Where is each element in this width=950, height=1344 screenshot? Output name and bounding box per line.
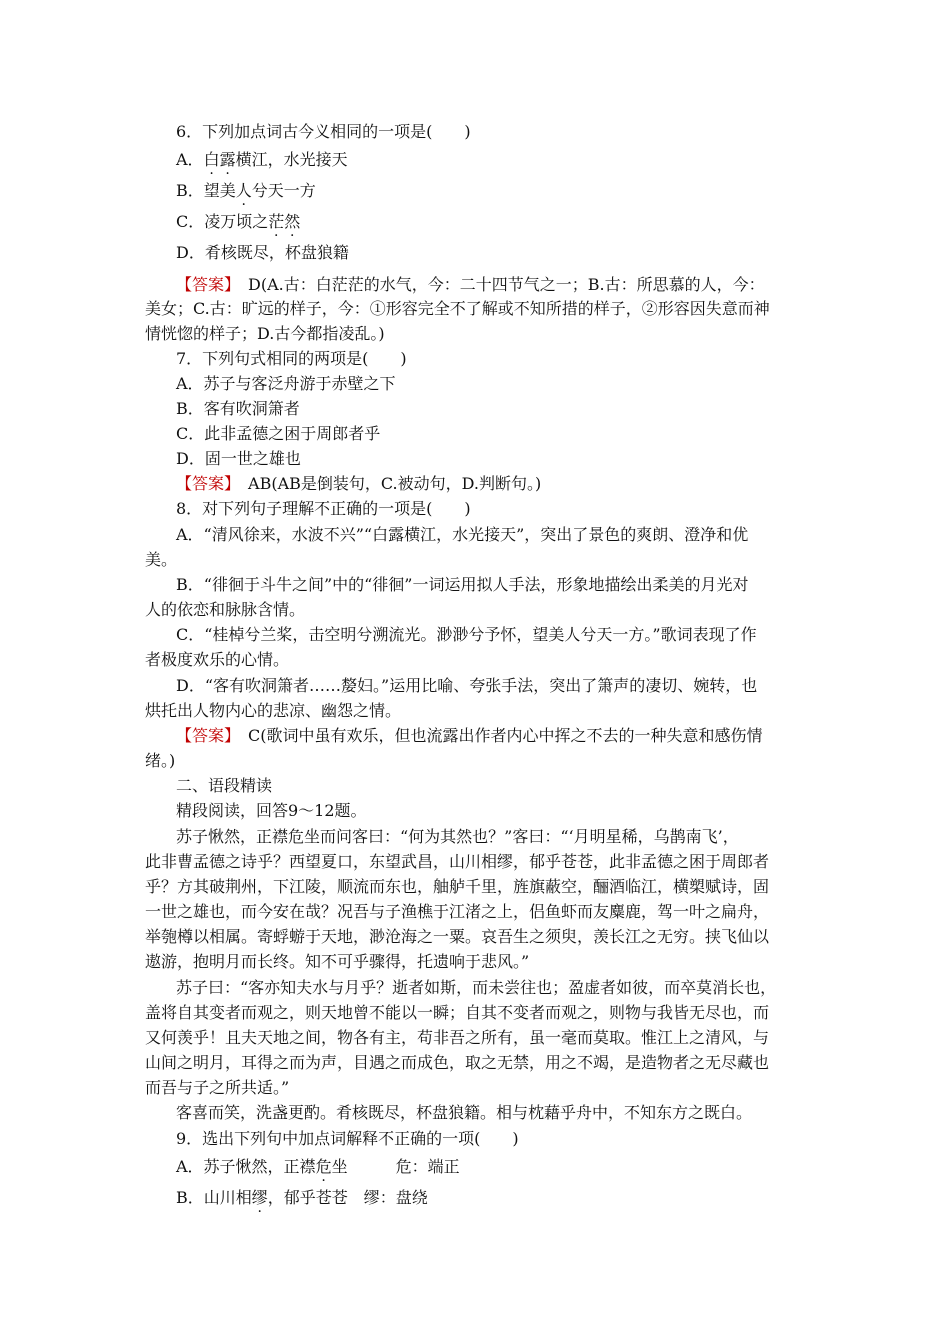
q8-option-a-line-1: A．“清风徐来，水波不兴”“白露横江，水光接天”，突出了景色的爽朗、澄净和优 [176,525,749,544]
q6-c-dotted-1: 茫 [268,212,285,231]
answer-tag: 【答案】 [176,726,233,745]
q6-stem: 6．下列加点词古今义相同的一项是( ) [176,122,471,141]
q6-answer [176,275,856,295]
q9-b-pre: B．山川相 [176,1188,252,1207]
q6-a-dotted-1: 白 [203,150,220,169]
q7-answer-text: AB(AB是倒装句，C.被动句，D.判断句。) [232,474,542,493]
passage-p3: 客喜而笑，洗盏更酌。肴核既尽，杯盘狼籍。相与枕藉乎舟中，不知东方之既白。 [176,1103,753,1122]
q6-c-dotted-2: 然 [284,212,301,231]
q6-option-b [176,181,856,201]
q9-a-dotted: 危 [315,1157,332,1176]
q6-option-d: D．肴核既尽，杯盘狼籍 [176,243,349,262]
q9-a-post: 坐 危：端正 [331,1157,460,1176]
q6-b-dotted: 人 [235,181,252,200]
section-heading: 二、语段精读 [176,776,273,795]
q9-option-b [176,1188,856,1208]
passage-p1-line-2: 此非曹孟德之诗乎？西望夏口，东望武昌，山川相缪，郁乎苍苍，此非孟德之困于周郎者 [145,852,770,871]
q6-option-a [176,150,856,170]
section-intro: 精段阅读，回答9～12题。 [176,801,367,820]
q6-option-c [176,212,856,232]
q7-option-a: A．苏子与客泛舟游于赤壁之下 [176,374,396,393]
q6-c-pre: C．凌万顷之 [176,212,269,231]
answer-tag: 【答案】 [176,275,233,294]
q9-option-a [176,1157,856,1177]
passage-p1-line-5: 举匏樽以相属。寄蜉蝣于天地，渺沧海之一粟。哀吾生之须臾，羡长江之无穷。挟飞仙以 [145,927,770,946]
q8-option-d-line-2: 烘托出人物内心的悲凉、幽怨之情。 [145,701,402,720]
q8-option-d-line-1: D．“客有吹洞箫者……嫠妇。”运用比喻、夸张手法，突出了箫声的凄切、婉转，也 [176,676,758,695]
passage-p1-line-4: 一世之雄也，而今安在哉？况吾与子渔樵于江渚之上，侣鱼虾而友麋鹿，驾一叶之扁舟， [145,902,770,921]
q8-stem: 8．对下列句子理解不正确的一项是( ) [176,499,471,518]
q7-stem: 7．下列句式相同的两项是( ) [176,349,407,368]
q8-option-b-line-1: B．“徘徊于斗牛之间”中的“徘徊”一词运用拟人手法，形象地描绘出柔美的月光对 [176,575,749,594]
passage-p2-line-5: 而吾与子之所共适。” [145,1078,290,1097]
q7-option-d: D．固一世之雄也 [176,449,301,468]
passage-p1-line-1: 苏子愀然，正襟危坐而问客曰：“何为其然也？”客曰：“‘月明星稀，乌鹊南飞’， [176,827,739,846]
q6-answer-line-1: D(A.古：白茫茫的水气，今：二十四节气之一；B.古：所思慕的人，今： [232,275,765,294]
q6-b-post: 兮天一方 [251,181,316,200]
q9-b-dotted: 缪 [251,1188,268,1207]
q8-option-c-line-2: 者极度欢乐的心情。 [145,650,290,669]
q6-answer-line-3: 情恍惚的样子；D.古今都指凌乱。) [145,324,385,343]
q7-option-b: B．客有吹洞箫者 [176,399,300,418]
q6-b-pre: B．望美 [176,181,236,200]
q8-option-a-line-2: 美。 [145,550,178,569]
q6-a-dotted-2: 露 [219,150,236,169]
q6-a-post: 横江，水光接天 [235,150,348,169]
passage-p2-line-2: 盖将自其变者而观之，则天地曾不能以一瞬；自其不变者而观之，则物与我皆无尽也，而 [145,1003,770,1022]
q7-option-c: C．此非孟德之困于周郎者乎 [176,424,381,443]
q9-b-post: ，郁乎苍苍 缪：盘绕 [267,1188,428,1207]
q9-a-pre: A．苏子愀然，正襟 [176,1157,316,1176]
passage-p2-line-3: 又何羡乎！且夫天地之间，物各有主，苟非吾之所有，虽一毫而莫取。惟江上之清风，与 [145,1028,770,1047]
q8-option-b-line-2: 人的依恋和脉脉含情。 [145,600,306,619]
passage-p1-line-6: 遨游，抱明月而长终。知不可乎骤得，托遗响于悲风。” [145,952,530,971]
answer-tag: 【答案】 [176,474,233,493]
q6-a-pre: A． [176,150,204,169]
passage-p1-line-3: 乎？方其破荆州，下江陵，顺流而东也，舳舻千里，旌旗蔽空，酾酒临江，横槊赋诗，固 [145,877,770,896]
passage-p2-line-4: 山间之明月，耳得之而为声，目遇之而成色，取之无禁，用之不竭，是造物者之无尽藏也 [145,1053,770,1072]
q8-answer [176,726,856,746]
q8-answer-line-2: 绪。) [145,751,176,770]
q6-answer-line-2: 美女；C.古：旷远的样子，今：①形容完全不了解或不知所措的样子，②形容因失意而神 [145,299,770,318]
q7-answer [176,474,856,494]
q9-stem: 9．选出下列句中加点词解释不正确的一项( ) [176,1129,519,1148]
q8-answer-line-1: C(歌词中虽有欢乐，但也流露出作者内心中挥之不去的一种失意和感伤情 [232,726,763,745]
q8-option-c-line-1: C．“桂棹兮兰桨，击空明兮溯流光。渺渺兮予怀，望美人兮天一方。”歌词表现了作 [176,625,757,644]
passage-p2-line-1: 苏子曰：“客亦知夫水与月乎？逝者如斯，而未尝往也；盈虚者如彼，而卒莫消长也， [176,978,777,997]
